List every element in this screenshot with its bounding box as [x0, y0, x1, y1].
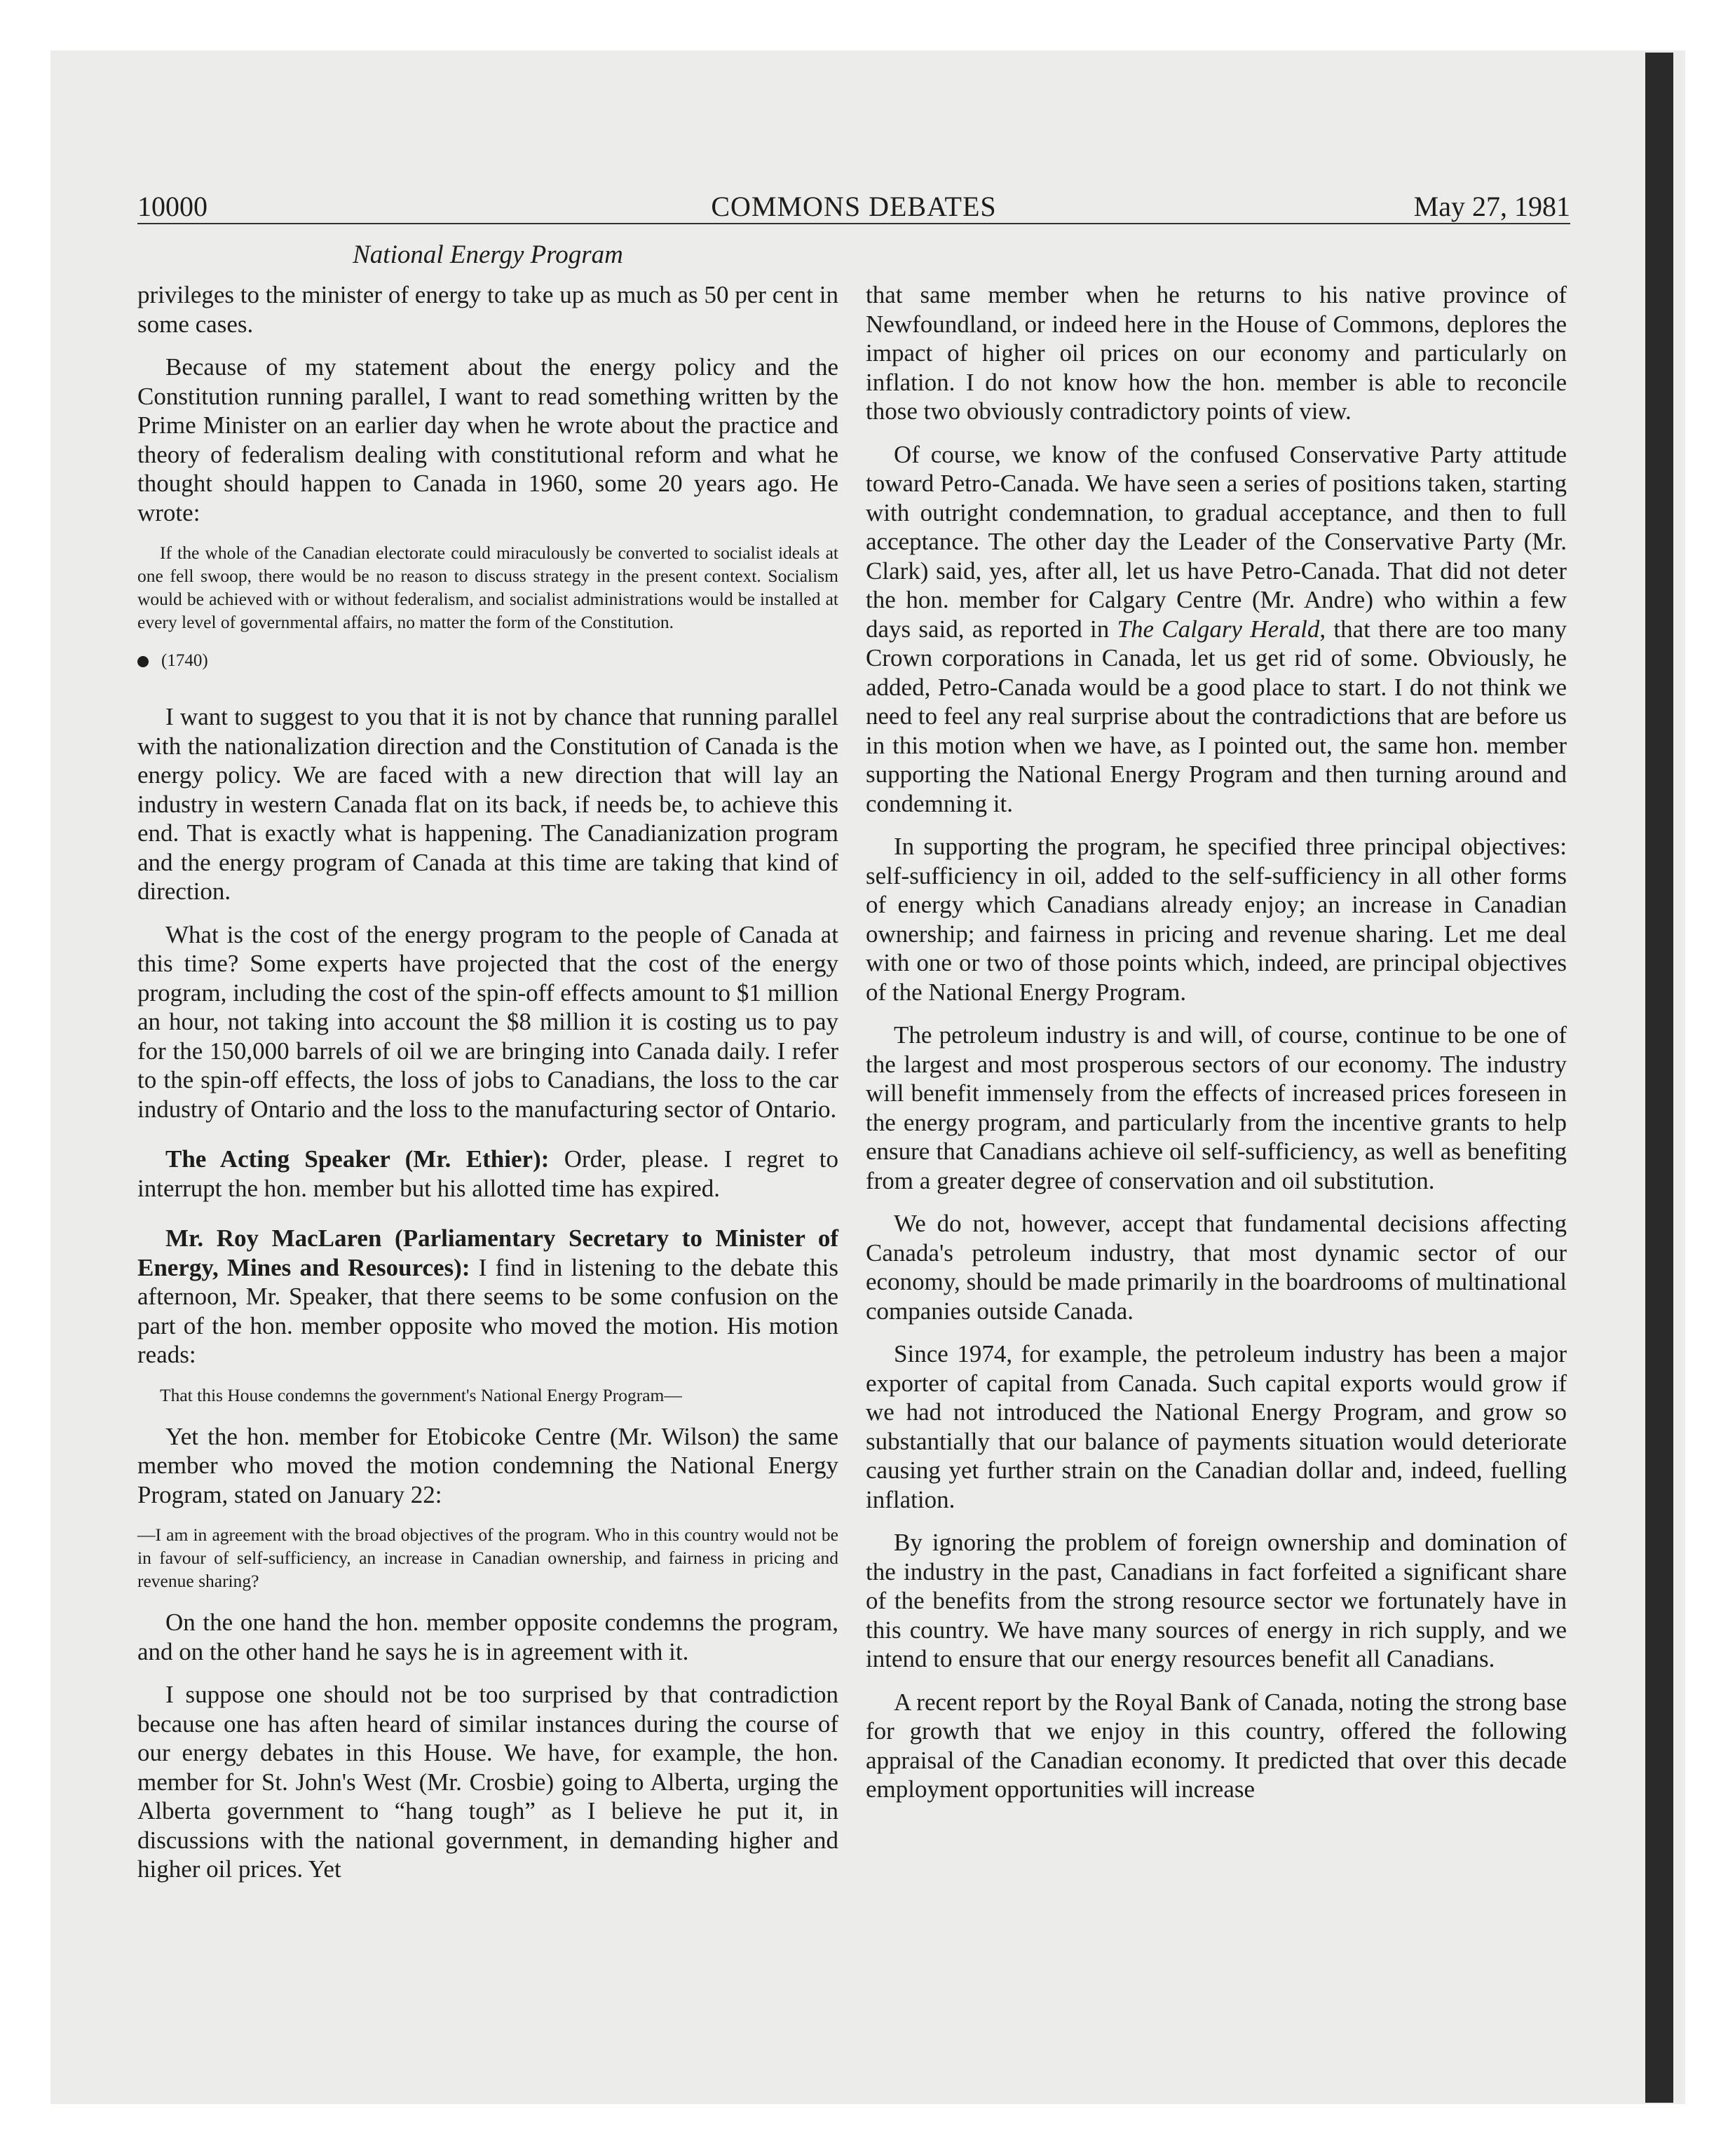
timestamp-text: (1740)	[161, 651, 208, 670]
paragraph: that same member when he returns to his native province of Newfoundland, or indeed here in the House of Commons, deplores the impact of higher oil prices on our economy and particularly on inflation. I do not know how the hon. member is able to reconcile those two obviously contradictory points of view.	[866, 281, 1567, 425]
paragraph: In supporting the program, he specified three principal objectives: self-sufficiency in oil, added to the self-sufficiency in all other forms of energy which Canadians already enjoy; an increase in Canadian ownership; and fairness in pricing and revenue sharing. Let me deal with one or two of those points which, indeed, are principal objectives of the National Energy Program.	[866, 833, 1567, 1006]
block-quote: —I am in agreement with the broad objectives of the program. Who in this country would not be in favour of self-sufficiency, an increase in Canadian ownership, and fairness in pricing and revenue sharing?	[137, 1524, 838, 1591]
page-date: May 27, 1981	[1413, 191, 1570, 222]
block-quote: That this House condemns the government's National Energy Program—	[160, 1384, 682, 1405]
paragraph: privileges to the minister of energy to take up as much as 50 per cent in some cases.	[137, 281, 838, 338]
speech-paragraph	[137, 1224, 838, 1370]
scan-edge-shadow	[1645, 53, 1673, 2103]
speech-paragraph	[137, 1145, 838, 1203]
section-title: National Energy Program	[353, 240, 623, 269]
block-quote: If the whole of the Canadian electorate could miraculously be converted to socialist ideals at one fell swoop, there would be no reason to discuss strategy in the present context. Socialism would be achieved with or without federalism, and socialist administrations would be installed at every level of governmental affairs, no matter the form of the Constitution.	[137, 543, 838, 632]
publication-name: The Calgary Herald	[1117, 615, 1320, 643]
paragraph: Yet the hon. member for Etobicoke Centre (Mr. Wilson) the same member who moved the motion condemning the National Energy Program, stated on January 22:	[137, 1422, 838, 1508]
paragraph-text: Of course, we know of the confused Conservative Party attitude toward Petro-Canada. We have seen a series of positions taken, starting with outright condemnation, to gradual acceptance, and then to full acceptance. The other day the Leader of the Conservative Party (Mr. Clark) said, yes, after all, let us have Petro-Canada. That did not deter the hon. member for Calgary Centre (Mr. Andre) who within a few days said, as reported in	[866, 440, 1567, 643]
left-column	[137, 280, 838, 1898]
page-number: 10000	[137, 191, 207, 222]
paragraph: I want to suggest to you that it is not by chance that running parallel with the nationalization direction and the Constitution of Canada is the energy policy. We are faced with a new direction that will lay an industry in western Canada flat on its back, if needs be, to achieve this end. That is exactly what is happening. The Canadianization program and the energy program of Canada at this time are taking that kind of direction.	[137, 703, 838, 905]
paragraph: A recent report by the Royal Bank of Canada, noting the strong base for growth that we enjoy in this country, offered the following appraisal of the Canadian economy. It predicted that over this decade employment opportunities will increase	[866, 1688, 1567, 1803]
paragraph: Since 1974, for example, the petroleum industry has been a major exporter of capital from Canada. Such capital exports would grow if we had not introduced the National Energy Program, and grow so substantially that our balance of payments situation would deteriorate causing yet further strain on the Canadian dollar and, indeed, fuelling inflation.	[866, 1340, 1567, 1513]
page-header	[137, 191, 1570, 224]
paragraph: We do not, however, accept that fundamental decisions affecting Canada's petroleum industry, that most dynamic sector of our economy, should be made primarily in the boardrooms of multinational companies outside Canada.	[866, 1210, 1567, 1325]
paragraph: The petroleum industry is and will, of course, continue to be one of the largest and most prosperous sectors of our economy. The industry will benefit immensely from the effects of increased prices foreseen in the energy program, and particularly from the incentive grants to help ensure that Canadians achieve oil self-sufficiency, as well as benefiting from a greater degree of conservation and oil substitution.	[866, 1021, 1567, 1194]
speech-text: Order, please. I regret to interrupt the hon. member but his allotted time has expired.	[137, 1145, 838, 1202]
right-column	[866, 280, 1567, 1818]
timestamp-marker	[137, 649, 838, 673]
paragraph	[866, 440, 1567, 819]
paragraph: What is the cost of the energy program to the people of Canada at this time? Some experts have projected that the cost of the energy program, including the cost of the spin-off effects amount to $1 million an hour, not taking into account the $8 million it is costing us to pay for the 150,000 barrels of oil we are bringing into Canada daily. I refer to the spin-off effects, the loss of jobs to Canadians, the loss to the car industry of Ontario and the loss to the manufacturing sector of Ontario.	[137, 920, 838, 1123]
speaker-name: Mr. Roy MacLaren (Parliamentary Secretary to Minister of Energy, Mines and Resources):	[137, 1224, 838, 1281]
bullet-icon	[137, 656, 149, 667]
paragraph: On the one hand the hon. member opposite condemns the program, and on the other hand he says he is in agreement with it.	[137, 1609, 838, 1665]
paragraph: By ignoring the problem of foreign ownership and domination of the industry in the past, Canadians in fact forfeited a significant share of the benefits from the strong resource sector we fortunately have in this country. We have many sources of energy in rich supply, and we intend to ensure that our energy resources benefit all Canadians.	[866, 1529, 1567, 1672]
publication-title: COMMONS DEBATES	[711, 191, 997, 222]
speaker-name: The Acting Speaker (Mr. Ethier):	[165, 1145, 550, 1173]
paragraph: Because of my statement about the energy policy and the Constitution running parallel, I want to read something written by the Prime Minister on an earlier day when he wrote about the practice and theory of federalism dealing with constitutional reform and what he thought should happen to Canada in 1960, some 20 years ago. He wrote:	[137, 353, 838, 526]
speech-text: I find in listening to the debate this afternoon, Mr. Speaker, that there seems to be some confusion on the part of the hon. member opposite who moved the motion. His motion reads:	[137, 1253, 838, 1368]
paragraph-text: , that there are too many Crown corporations in Canada, let us get rid of some. Obviously, he added, Petro-Canada would be a good place to start. I do not think we need to feel any real surprise about the contradictions that are before us in this motion when we have, as I pointed out, the same hon. member supporting the National Energy Program and then turning around and condemning it.	[866, 615, 1567, 817]
paragraph: I suppose one should not be too surprised by that contradiction because one has aften heard of similar instances during the course of our energy debates in this House. We have, for example, the hon. member for St. John's West (Mr. Crosbie) going to Alberta, urging the Alberta government to “hang tough” as I believe he put it, in discussions with the national government, in demanding higher and higher oil prices. Yet	[137, 1681, 838, 1883]
